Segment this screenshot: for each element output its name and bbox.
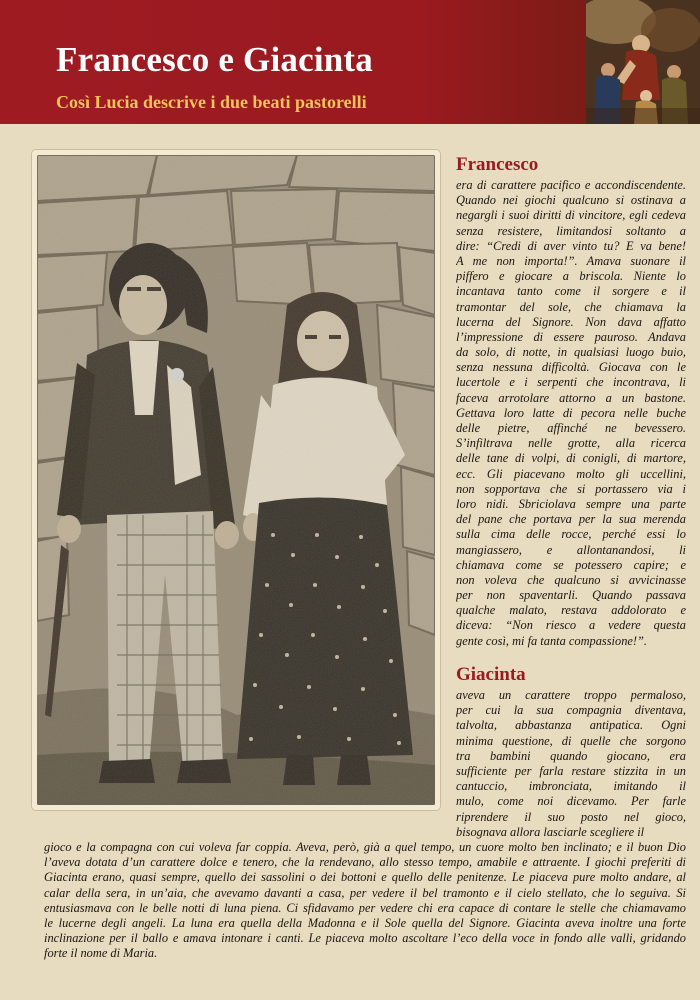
giacinta-text-line: cantuccio, imbronciata, imitando il <box>456 779 686 794</box>
francesco-text-line: delle tane di volpi, di conigli, di martore, <box>456 451 686 466</box>
francesco-text-line: incantava tanto come il sorgere e il <box>456 284 686 299</box>
francesco-text-line: non voleva che qualcuno si avvicinasse <box>456 572 686 587</box>
giacinta-heading: Giacinta <box>456 664 526 685</box>
francesco-text-line: lucerna del Signore. Non dava affatto <box>456 314 686 329</box>
francesco-text-line: Gettava loro latte di pecora nelle buche <box>456 405 686 420</box>
giacinta-text-line: forte il nome di Maria. <box>44 946 158 961</box>
francesco-text-line: da solo, di notte, in qualsiasi luogo buio, <box>456 345 686 360</box>
francesco-text-line: gente così, mi fa tanta compassione!”. <box>456 633 648 648</box>
francesco-text-line: A me non importa!”. Amava suonare il <box>456 253 686 268</box>
giacinta-text-line: mulo, come noi dicevamo. Per farle <box>456 794 686 809</box>
francesco-text-line: l’impressione di essere pauroso. Andava <box>456 329 686 344</box>
francesco-text-line: piffero e giocare a briscola. Niente lo <box>456 269 686 284</box>
page-title: Francesco e Giacinta <box>56 40 373 79</box>
francesco-text-line: faceva arrotolare attorno a un bastone. <box>456 390 686 405</box>
giacinta-text-line: inclinazione per il ballo e amava intonare i canti. Le piaceva molto ascoltare l’eco della voce in fondo alle valli, gridando <box>44 931 686 946</box>
francesco-text-line: senza nessuna difficoltà. Giocava con le <box>456 360 686 375</box>
francesco-text-line: del pane che portava per la sua merenda <box>456 512 686 527</box>
page-subtitle: Così Lucia descrive i due beati pastorelli <box>56 92 367 112</box>
giacinta-text-line: talvolta, abbastanza antipatica. Ogni <box>456 718 686 733</box>
giacinta-text-line: riprendere il suo posto nel gioco, <box>456 809 686 824</box>
giacinta-text-line: per cui la sua compagnia diventava, <box>456 703 686 718</box>
giacinta-text-line: le lucerne degli angeli. La luna era quella della Madonna e il Sole quella del Signore. Giacinta aveva inoltre una forte <box>44 915 686 930</box>
giacinta-text-line: Giacinta erano, quasi sempre, quello dei sassolini o dei bottoni e quello delle penitenze. Le piaceva pure molto andare, al <box>44 870 686 885</box>
francesco-text-line: era di carattere pacifico e accondiscendente. <box>456 178 686 192</box>
giacinta-text-line: calar della sera, in un’aia, che avevamo davanti a casa, per vedere il bel tramonto e il cielo stellato, che lo seguiva. Si <box>44 885 686 900</box>
header-painting-image <box>586 0 700 124</box>
francesco-text-line: sulla cima delle rocce, perché essi lo <box>456 527 686 542</box>
francesco-text-line: dire: “Credi di aver vinto tu? E va bene! <box>456 238 686 253</box>
giacinta-text-line: bisognava allora lasciarle scegliere il <box>456 824 645 839</box>
giacinta-text-line: gioco e la compagna con cui voleva far coppia. Aveva, però, già a quel tempo, un cuore molto ben inclinato; e il buon Dio <box>44 840 686 854</box>
giacinta-text-line: sufficiente per farla restare stizzita in un <box>456 763 686 778</box>
header-banner <box>0 0 700 124</box>
giacinta-text-line: tra bambini quando giocano, era <box>456 748 686 763</box>
francesco-text-line: per non spaventarli. Quando passava <box>456 588 686 603</box>
francesco-text-line: qualche malato, restava addolorato e <box>456 603 686 618</box>
francesco-text-line: Quando nei giochi qualcuno si ostinava a <box>456 193 686 208</box>
francesco-text-line: negargli i suoi diritti di vincitore, egli cedeva <box>456 208 686 223</box>
francesco-text-line: senza resistere, limitandosi soltanto a <box>456 223 686 238</box>
francesco-text-line: mangiassero, e allontanandosi, li <box>456 542 686 557</box>
francesco-text-line: tramontar del sole, che chiamava la <box>456 299 686 314</box>
francesco-text-line: diceva: “Non riesco a vedere questa <box>456 618 686 633</box>
giacinta-text-full <box>44 840 686 962</box>
francesco-text-line: ecc. Gli piacevano molto gli uccellini, <box>456 466 686 481</box>
francesco-text-line: non sopportava che si portassero via i <box>456 481 686 496</box>
francesco-text-line: S’infiltrava nelle grotte, alla ricerca <box>456 436 686 451</box>
francesco-text-line: delle pietre, affinché ne bevessero. <box>456 421 686 435</box>
giacinta-text-line: entusiasmava con le belle notti di luna piena. Ci sfidavamo per vedere chi era capace di contare le stelle che chiamavamo <box>44 900 686 915</box>
francesco-text-line: lucertole e i serpenti che incontrava, li <box>456 375 686 390</box>
photo-frame <box>32 150 440 810</box>
francesco-text-line: loro nidi. Sbriciolava sempre una parte <box>456 496 686 511</box>
francesco-text <box>456 178 686 649</box>
francesco-text-line: chiamava come se potessero capire; e <box>456 557 686 572</box>
francesco-giacinta-photo <box>37 155 435 805</box>
giacinta-text-line: minima questione, di quelle che sorgono <box>456 733 686 748</box>
giacinta-text-line: l’aveva dotata d’un carattere dolce e tenero, che la rendevano, allo stesso tempo, amabile e attraente. I giochi preferiti di <box>44 855 686 870</box>
giacinta-text-line: aveva un carattere troppo permaloso, <box>456 688 686 702</box>
francesco-heading: Francesco <box>456 154 539 175</box>
giacinta-text-side <box>456 688 686 840</box>
